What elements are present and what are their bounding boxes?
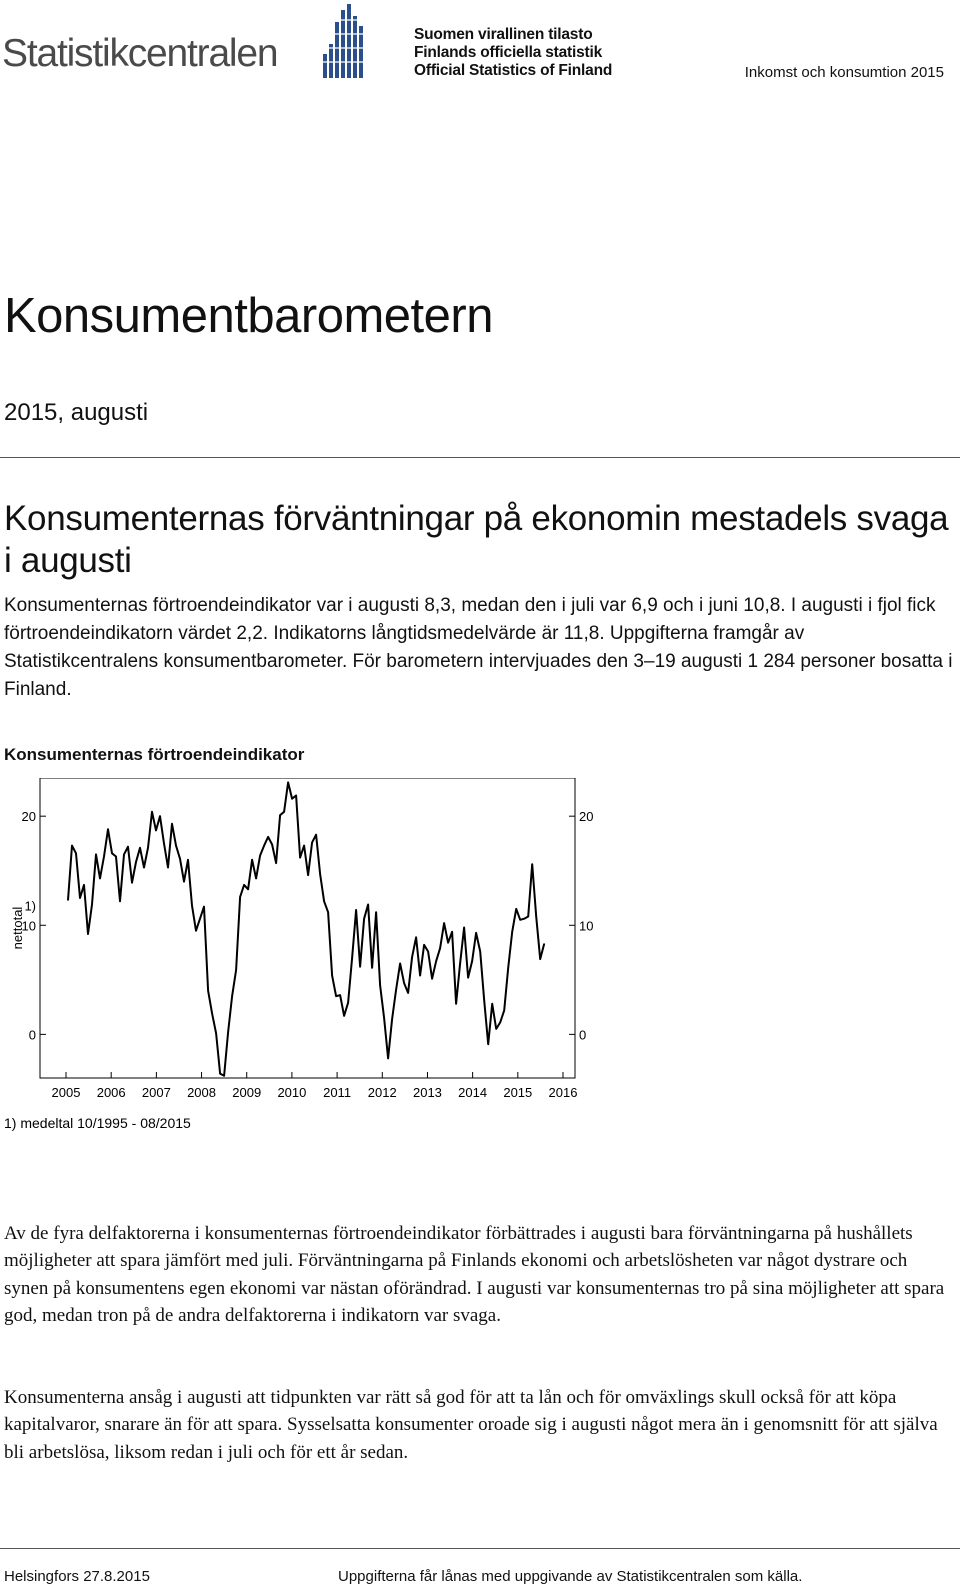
data-point (264, 845, 265, 846)
y-axis-label: nettotal (10, 906, 25, 950)
data-point (199, 918, 200, 919)
x-tick-label: 2010 (277, 1085, 307, 1100)
data-point (248, 889, 249, 890)
data-point (167, 867, 168, 868)
data-point (392, 1019, 393, 1020)
data-point (484, 1000, 485, 1001)
data-point (544, 943, 545, 944)
data-point (272, 844, 273, 845)
x-tick-label: 2014 (458, 1085, 488, 1100)
x-tick-label: 2006 (96, 1085, 126, 1100)
data-point (300, 857, 301, 858)
data-point (416, 937, 417, 938)
data-point (123, 854, 124, 855)
data-point (500, 1022, 501, 1023)
data-point (151, 811, 152, 812)
data-point (464, 927, 465, 928)
data-point (216, 1033, 217, 1034)
y-tick-label-left: 20 (21, 809, 36, 825)
series-points (67, 782, 544, 1077)
data-point (288, 782, 289, 783)
data-point (119, 901, 120, 902)
data-point (404, 983, 405, 984)
y-tick-label-left: 10 (21, 918, 36, 934)
footer-place-date: Helsingfors 27.8.2015 (4, 1568, 150, 1585)
data-point (187, 859, 188, 860)
data-point (504, 1010, 505, 1011)
data-point (99, 878, 100, 879)
data-point (308, 875, 309, 876)
data-point (163, 843, 164, 844)
data-point (183, 881, 184, 882)
data-point (532, 864, 533, 865)
body-paragraph-2: Konsumenterna ansåg i augusti att tidpunkten var rätt så god för att ta lån och för omväxlings skull också för att köpa kapitalvaror, snarare än för att spara. Sysselsatta konsumenter oroade sig i augusti något mera än i genomsnitt för att själva bli arbetslösa, liksom redan i juli och för ett år sedan. (4, 1387, 938, 1463)
y-tick-label-right: 0 (579, 1027, 587, 1043)
data-point (135, 861, 136, 862)
data-point (340, 995, 341, 996)
data-point (103, 856, 104, 857)
data-point (79, 897, 80, 898)
footer-notice: Uppgifterna får lånas med uppgivande av Statistikcentralen som källa. (338, 1568, 803, 1585)
data-point (428, 951, 429, 952)
data-point (131, 882, 132, 883)
headline: Konsumenternas förväntningar på ekonomin mestadels svaga i augusti (4, 499, 949, 580)
data-point (220, 1073, 221, 1074)
data-point (476, 932, 477, 933)
data-point (384, 1017, 385, 1018)
y-ticks-right (569, 809, 593, 1042)
data-point (75, 853, 76, 854)
publication-series: Inkomst och konsumtion 2015 (744, 64, 944, 81)
reference-label: 1) (24, 898, 36, 914)
body-paragraph-1: Av de fyra delfaktorerna i konsumenternas förtroendeindikator förbättrades i augusti bara förväntningarna på hushållets möjligheter att spara jämfört med juli. Förväntningarna på Finlands ekonomi och arbetslösheten var något dystrare och synen på konsumentens egen ekonomi var nästan oförändrad. I augusti var konsumenternas tro på sina möjligheter att spara god, medan tron på de andra delfaktorerna i indikatorn var svaga. (4, 1223, 945, 1327)
data-point (388, 1058, 389, 1059)
data-point (127, 846, 128, 847)
chart-footnote: 1) medeltal 10/1995 - 08/2015 (4, 1115, 191, 1131)
data-point (328, 912, 329, 913)
data-point (420, 975, 421, 976)
data-point (468, 977, 469, 978)
data-point (276, 863, 277, 864)
divider (0, 457, 960, 458)
x-tick-label: 2011 (323, 1085, 352, 1100)
data-point (520, 919, 521, 920)
data-point (147, 847, 148, 848)
tagline-en: Official Statistics of Finland (414, 62, 613, 79)
data-point (175, 845, 176, 846)
data-point (71, 845, 72, 846)
data-point (284, 811, 285, 812)
data-point (352, 957, 353, 958)
y-tick-label-right: 10 (579, 918, 594, 934)
y-tick-label-right: 20 (579, 809, 594, 825)
data-point (203, 906, 204, 907)
data-point (440, 948, 441, 949)
data-point (155, 830, 156, 831)
data-point (348, 1002, 349, 1003)
data-point (408, 992, 409, 993)
chart-title: Konsumenternas förtroendeindikator (4, 745, 305, 764)
data-point (139, 847, 140, 848)
x-tick-label: 2012 (367, 1085, 397, 1100)
data-point (360, 966, 361, 967)
data-point (488, 1044, 489, 1045)
y-tick-label-left: 0 (28, 1027, 36, 1043)
data-point (376, 912, 377, 913)
x-tick-label: 2015 (503, 1085, 533, 1100)
data-point (436, 961, 437, 962)
data-point (460, 963, 461, 964)
data-point (496, 1028, 497, 1029)
data-point (508, 967, 509, 968)
data-point (432, 978, 433, 979)
page-title: Konsumentbarometern (4, 289, 493, 343)
data-point (252, 859, 253, 860)
data-point (191, 905, 192, 906)
data-point (83, 884, 84, 885)
tagline-sv: Finlands officiella statistik (414, 44, 602, 61)
x-tick-label: 2007 (141, 1085, 171, 1100)
data-point (91, 904, 92, 905)
data-point (292, 798, 293, 799)
x-tick-label: 2013 (412, 1085, 442, 1100)
data-point (312, 842, 313, 843)
data-point (228, 1032, 229, 1033)
logo-wordmark: Statistikcentralen (2, 32, 278, 75)
plot-frame (40, 778, 575, 1078)
data-point (528, 916, 529, 917)
data-point (316, 834, 317, 835)
data-point (171, 823, 172, 824)
data-point (95, 854, 96, 855)
data-point (143, 867, 144, 868)
data-point (244, 884, 245, 885)
data-point (224, 1075, 225, 1076)
data-point (232, 996, 233, 997)
data-point (380, 985, 381, 986)
data-point (536, 916, 537, 917)
data-point (111, 853, 112, 854)
data-point (236, 969, 237, 970)
data-point (115, 856, 116, 857)
data-point (412, 956, 413, 957)
line-chart (4, 778, 616, 1150)
data-point (492, 1003, 493, 1004)
data-point (396, 989, 397, 990)
x-tick-label: 2009 (232, 1085, 262, 1100)
data-point (472, 961, 473, 962)
data-point (195, 930, 196, 931)
data-point (344, 1015, 345, 1016)
data-point (67, 900, 68, 901)
data-point (512, 931, 513, 932)
data-point (356, 909, 357, 910)
data-point (296, 795, 297, 796)
x-tick-label: 2016 (548, 1085, 578, 1100)
y-ticks-left (22, 809, 46, 1042)
data-point (524, 918, 525, 919)
data-point (336, 996, 337, 997)
data-point (364, 918, 365, 919)
data-point (480, 951, 481, 952)
lead-paragraph: Konsumenternas förtroendeindikator var i augusti 8,3, medan den i juli var 6,9 och i juni 10,8. I augusti i fjol fick förtroendeindikatorn värdet 2,2. Indikatorns långtidsmedelvärde är 11,8. Uppgifterna framgår av Statistikcentralens konsumentbarometer. För barometern intervjuades den 3–19 augusti 1 284 personer bosatta i Finland. (4, 595, 953, 700)
data-point (87, 933, 88, 934)
data-point (268, 836, 269, 837)
x-tick-label: 2005 (51, 1085, 81, 1100)
data-point (332, 975, 333, 976)
data-point (208, 990, 209, 991)
data-point (448, 942, 449, 943)
data-point (452, 931, 453, 932)
data-point (324, 901, 325, 902)
data-point (212, 1013, 213, 1014)
data-point (280, 815, 281, 816)
x-ticks (52, 1072, 578, 1100)
data-point (256, 878, 257, 879)
data-point (540, 959, 541, 960)
tagline-fi: Suomen virallinen tilasto (414, 26, 593, 43)
data-point (304, 845, 305, 846)
x-tick-label: 2008 (187, 1085, 217, 1100)
data-point (368, 904, 369, 905)
data-point (456, 1003, 457, 1004)
footer-divider (0, 1548, 960, 1549)
data-point (320, 873, 321, 874)
data-point (444, 923, 445, 924)
logo-bars-icon (323, 4, 363, 78)
data-point (179, 858, 180, 859)
page-period: 2015, augusti (4, 399, 149, 426)
data-point (260, 855, 261, 856)
series-line (68, 782, 544, 1075)
data-point (424, 944, 425, 945)
data-point (159, 816, 160, 817)
data-point (107, 829, 108, 830)
logo-tagline (414, 26, 612, 80)
data-point (240, 896, 241, 897)
data-point (400, 963, 401, 964)
data-point (372, 967, 373, 968)
data-point (516, 908, 517, 909)
